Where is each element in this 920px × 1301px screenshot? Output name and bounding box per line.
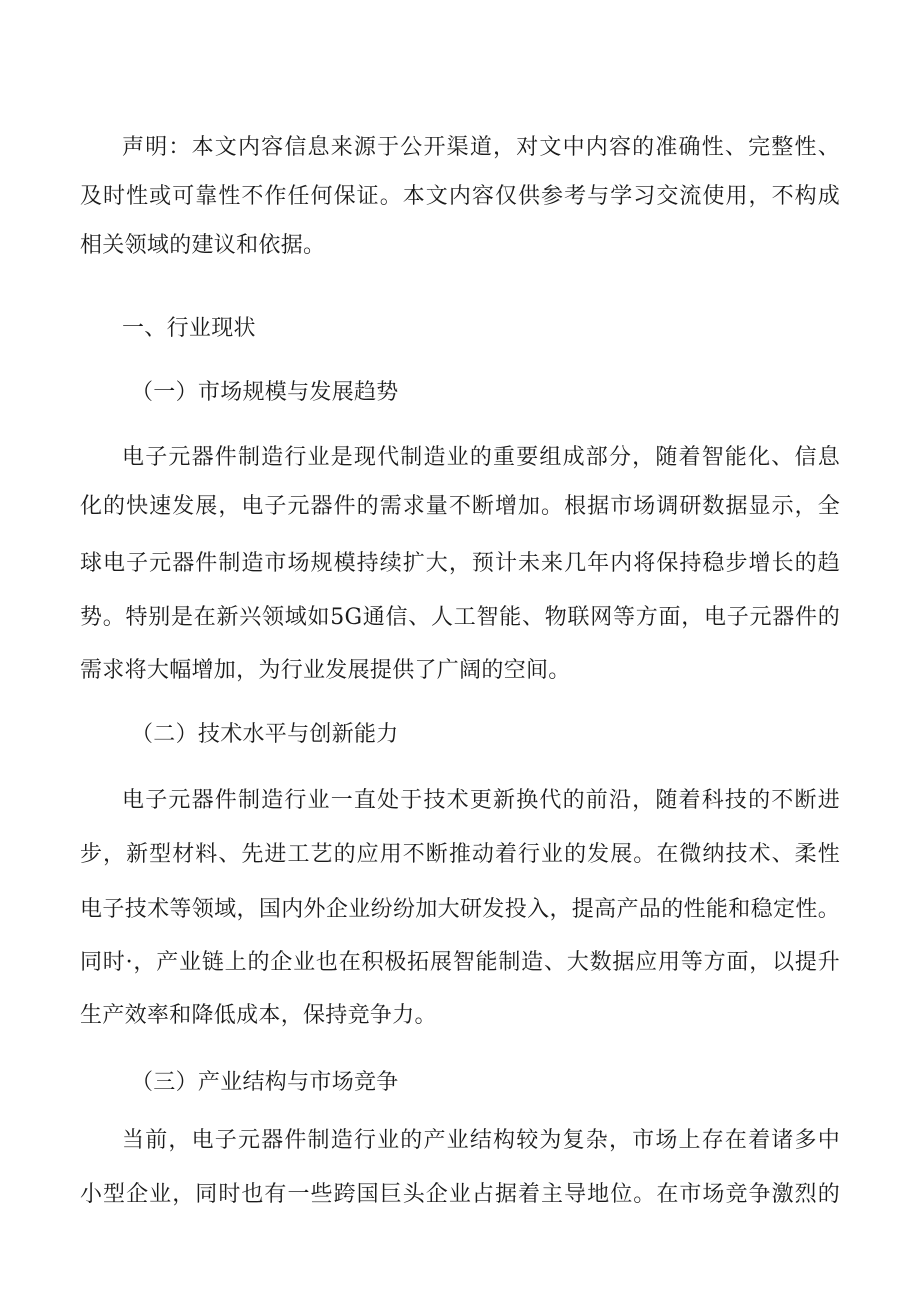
disclaimer-line-1: 声明：本文内容信息来源于公开渠道，对文中内容的准确性、完整性、 [122, 135, 840, 160]
disclaimer-line-3: 相关领域的建议和依据。 [80, 233, 326, 258]
paragraph-2-line-1: 电子元器件制造行业一直处于技术更新换代的前沿，随着科技的不断进 [122, 788, 840, 813]
subsection-heading-2: （二）技术水平与创新能力 [131, 722, 399, 747]
paragraph-1-line-4: 势。特别是在新兴领域如5G通信、人工智能、物联网等方面，电子元器件的 [80, 605, 840, 630]
paragraph-1-line-5: 需求将大幅增加，为行业发展提供了广阔的空间。 [80, 658, 571, 683]
subsection-heading-1: （一）市场规模与发展趋势 [131, 380, 399, 405]
subsection-heading-3: （三）产业结构与市场竞争 [131, 1070, 399, 1095]
paragraph-1-line-3: 球电子元器件制造市场规模持续扩大，预计未来几年内将保持稳步增长的趋 [80, 551, 840, 576]
paragraph-1-line-2: 化的快速发展，电子元器件的需求量不断增加。根据市场调研数据显示，全 [80, 494, 840, 519]
paragraph-1-line-1: 电子元器件制造行业是现代制造业的重要组成部分，随着智能化、信息 [122, 445, 840, 470]
paragraph-2-line-3: 电子技术等领域，国内外企业纷纷加大研发投入，提高产品的性能和稳定性。 [80, 897, 840, 922]
section-heading: 一、行业现状 [122, 316, 256, 341]
paragraph-3-line-1: 当前，电子元器件制造行业的产业结构较为复杂，市场上存在着诸多中 [122, 1128, 840, 1153]
paragraph-2-line-4: 同时·，产业链上的企业也在积极拓展智能制造、大数据应用等方面，以提升 [80, 950, 840, 975]
paragraph-2-line-5: 生产效率和降低成本，保持竞争力。 [80, 1003, 437, 1028]
paragraph-3-line-2: 小型企业，同时也有一些跨国巨头企业占据着主导地位。在市场竞争激烈的 [80, 1182, 840, 1207]
paragraph-2-line-2: 步，新型材料、先进工艺的应用不断推动着行业的发展。在微纳技术、柔性 [80, 842, 840, 867]
disclaimer-line-2: 及时性或可靠性不作任何保证。本文内容仅供参考与学习交流使用，不构成 [80, 184, 840, 209]
